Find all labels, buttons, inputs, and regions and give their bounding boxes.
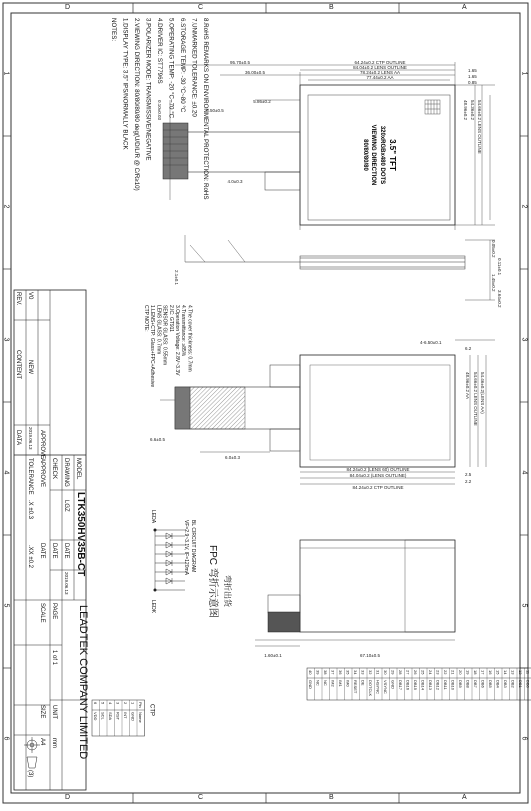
dim-bot-a: 84.24±0.2 (LENS 60) OUTLINE xyxy=(346,467,410,472)
lens-outline xyxy=(300,85,455,225)
tb-page-label: PAGE xyxy=(51,603,57,620)
dim-overall: 95.70±0.5 xyxy=(230,60,250,65)
tft-table-pin: 19 xyxy=(465,670,471,675)
ctp-table-header-pin: Pin xyxy=(137,702,143,708)
svg-text:6.6±0.5: 6.6±0.5 xyxy=(150,437,165,442)
bl-header: BL CIRCUIT DIAGRAM xyxy=(190,520,196,573)
zone-row-label: 3 xyxy=(520,337,528,342)
note-line: 6.STORAGE TEMP: -30 °C~80 °C xyxy=(179,18,186,113)
svg-text:48.96±0.2 AA: 48.96±0.2 AA xyxy=(465,372,470,399)
ctp-table-pin: 2 xyxy=(122,702,128,705)
dim-lw-a: 1.60±0.1 xyxy=(264,653,282,658)
ctp-table-symbol: SCL xyxy=(100,712,106,720)
tb-content: NEW xyxy=(27,360,33,374)
zone-row-label: 6 xyxy=(2,736,10,741)
panel-angles: 80/80/80/80 xyxy=(362,139,368,171)
title-block xyxy=(14,290,89,790)
dim-top-d: 77.44±0.2 AA xyxy=(366,75,394,80)
tb-company: LEADTEK COMPANY LIMITED xyxy=(77,605,89,760)
tft-table-symbol: DE xyxy=(360,680,366,686)
zone-col-label: B xyxy=(329,4,334,11)
projection-symbol xyxy=(24,737,40,768)
zone-row-label: 4 xyxy=(2,470,10,475)
tb-size: A4 xyxy=(39,738,45,746)
dim-rt-b: 1.65 xyxy=(468,74,477,79)
ctp-table-symbol: SDA xyxy=(107,712,113,721)
tft-table-pin: 26 xyxy=(412,670,418,675)
zone-row-label: 5 xyxy=(520,603,528,608)
tb-page: 1 of 1 xyxy=(51,650,57,666)
tft-table-symbol: DB5 xyxy=(487,680,493,688)
note-line: 1.DISPLAY TYPE: 3.5" IPS/NORMALLY BLACK xyxy=(121,18,129,150)
ctp-note-line: 1.LENS+CTP: Glass+FPC+Adhesive xyxy=(149,305,156,388)
bl-spec: VF=2.9~3.1V, IF=120mA xyxy=(183,520,189,575)
tb-scale-label: SCALE xyxy=(39,603,45,623)
ctp-table-pin: 4 xyxy=(107,702,113,705)
dim-side-d: 3.64±0.2 xyxy=(497,290,502,308)
tft-table-pin: 35 xyxy=(345,670,351,675)
tb-date-label-3: DATE xyxy=(39,543,45,559)
back-stiffener-hatch xyxy=(190,387,245,429)
dim-right-c: 48.96±0.2 xyxy=(463,100,468,120)
zone-col-label: D xyxy=(65,794,71,801)
ctp-note-line: 4.The cover thickness: 0.7mm xyxy=(186,305,193,372)
zone-col-label: B xyxy=(329,794,334,801)
note-line: 5.OPERATING TEMP: -20 °C~70 °C xyxy=(167,18,175,119)
tft-table-pin: 24 xyxy=(427,670,433,675)
notes-header: NOTES: xyxy=(110,18,117,42)
fpc-bend-stiffener xyxy=(268,612,300,632)
dim-bot-e: 2.2 xyxy=(465,479,472,484)
dim-fpc-b: 5.86±0.2 xyxy=(253,99,271,104)
tft-table-pin: 27 xyxy=(405,670,411,675)
tft-table-symbol: IM0 xyxy=(345,680,351,687)
ctp-note-line: LENS GLASS: 0.7mm xyxy=(155,305,162,355)
tb-tol-x: .X ±0.3 xyxy=(27,500,33,519)
ctp-table-symbol: VDD xyxy=(92,712,98,721)
tft-table-pin: 21 xyxy=(450,670,456,675)
zone-row-label: 5 xyxy=(2,603,10,608)
tft-table-symbol: DB13 xyxy=(427,680,433,691)
dim-t-a: 4.0±0.3 xyxy=(227,179,243,184)
tft-table-symbol: DB15 xyxy=(412,680,418,691)
dim-fpc-a: 36.00±0.5 xyxy=(245,70,265,75)
tb-model-label: MODEL xyxy=(75,458,81,480)
dim-top-b: 84.04±0.2 LENS OUTLINE xyxy=(353,65,407,70)
dim-side-e: 2.1±0.1 xyxy=(174,270,179,285)
tft-table-pin: 11 xyxy=(525,670,531,675)
ctp-table-symbol: RST xyxy=(115,712,121,720)
tft-table-pin: 36 xyxy=(337,670,343,675)
tb-unit-label: UNIT xyxy=(51,705,57,719)
zone-col-label: C xyxy=(198,794,204,801)
tft-table-pin: 28 xyxy=(397,670,403,675)
side-view xyxy=(174,235,502,308)
dim-mid-b: 6.2 xyxy=(465,346,472,351)
tft-table-pin: 14 xyxy=(502,670,508,675)
dim-side-a: 0.05±0.2 xyxy=(491,240,496,258)
tft-table-symbol: VSYNC xyxy=(382,680,388,694)
ctp-table-symbol: GND xyxy=(130,712,136,721)
dim-right-a: 54.66±0.2 LENS OUTLINE xyxy=(477,100,482,154)
ctp-table-pin: 6 xyxy=(92,702,98,705)
tft-table-symbol: HSYNC xyxy=(375,680,381,695)
fpc-label2: 弯折出货 xyxy=(223,575,232,607)
tft-table-pin: 33 xyxy=(360,670,366,675)
tft-table-symbol: NC xyxy=(315,680,321,686)
ctp-table-pin: 3 xyxy=(115,702,121,705)
tb-drawing-label: DRAWING xyxy=(63,458,69,487)
panel-dots: 320xRGBx480 DOTS xyxy=(379,125,385,185)
tft-table-symbol: GND xyxy=(307,680,313,689)
tb-date-label-2: DATE xyxy=(51,543,57,559)
tft-table-pin: 30 xyxy=(382,670,388,675)
dim-lw-b: 67.10±0.5 xyxy=(360,653,380,658)
ctp-note-line: SENSOR GLASS: 0.55mm xyxy=(161,305,168,366)
pin1-grid xyxy=(425,100,440,114)
zone-row-label: 6 xyxy=(520,736,528,741)
zone-row-label: 1 xyxy=(520,71,528,76)
svg-text:54.66±0.2 LENS OUTLINE: 54.66±0.2 LENS OUTLINE xyxy=(473,372,478,426)
tft-table-symbol: DB6 xyxy=(480,680,486,688)
dim-top-c: 78.24±0.2 LENS AA xyxy=(360,70,400,75)
dim-right-b: 54.36±0.2 xyxy=(470,100,475,120)
bl-leda: LEDA xyxy=(150,510,156,524)
back-lens xyxy=(300,355,455,467)
dim-mid-a: 4-6.50±0.1 xyxy=(420,340,442,345)
tft-table-symbol: DB2 xyxy=(510,680,516,688)
zone-row-label: 2 xyxy=(2,204,10,209)
fpc-bend-view xyxy=(207,540,455,658)
panel-viewing: VIEWING DIRECTION xyxy=(370,124,376,186)
dim-rt-a: 1.65 xyxy=(468,68,477,73)
tft-table-pin: 25 xyxy=(420,670,426,675)
dim-side-b: 0.11±0.1 xyxy=(497,258,502,276)
dim-bot-d: 2.5 xyxy=(465,472,472,477)
tb-size-label: SIZE xyxy=(39,705,45,719)
tft-table-symbol: DB4 xyxy=(495,680,501,688)
tft-table-pin: 40 xyxy=(307,670,313,675)
tft-table-pin: 38 xyxy=(322,670,328,675)
tft-table-symbol: DB7 xyxy=(472,680,478,688)
tb-approve-header: APPROVE xyxy=(39,430,45,460)
note-line: 8.RoHS REMARKS ON ENVIRONMENTAL PROTECTION: RoHS xyxy=(202,18,209,200)
tft-table-symbol: DB8 xyxy=(465,680,471,688)
tb-rev-date: 2019.06.13 xyxy=(28,427,33,450)
tft-table-pin: 23 xyxy=(435,670,441,675)
tft-table-symbol: DB0 xyxy=(525,680,531,688)
tb-date-label: DATE xyxy=(63,543,69,559)
tft-table-symbol: GND xyxy=(390,680,396,689)
ctp-table-pin: 1 xyxy=(130,702,136,705)
tft-table-pin: 22 xyxy=(442,670,448,675)
zone-row-label: 3 xyxy=(2,337,10,342)
tft-table-pin: 20 xyxy=(457,670,463,675)
tft-pin-table xyxy=(307,668,531,700)
note-line: 3.POLARIZER MODE: TRANSMISSIVE/NEGATIVE xyxy=(144,18,152,161)
tft-table-symbol: DB3 xyxy=(502,680,508,688)
dim-top-a: 64.24±0.2 CTP OUTLINE xyxy=(354,60,406,65)
zone-row-label: 1 xyxy=(2,71,10,76)
ctp-table-symbol: INT xyxy=(122,712,128,719)
ctp-table-header-symbol: Name xyxy=(137,712,143,723)
tft-table-symbol: DB16 xyxy=(405,680,411,691)
tft-table-pin: 12 xyxy=(517,670,523,675)
note-line: 7.UNMARKED TOLERANCE: ±0.20 xyxy=(190,18,198,117)
fpc-label: FPC 弯折示意图 xyxy=(207,545,218,618)
tb-approve-label: APPROVE xyxy=(39,458,45,488)
dim-bot-c: 84.24±0.2 CTP OUTLINE xyxy=(352,485,404,490)
zone-col-label: C xyxy=(198,4,204,11)
tft-table-pin: 29 xyxy=(390,670,396,675)
zone-col-label: A xyxy=(462,794,467,801)
tft-table-symbol: DOTCLK xyxy=(367,680,373,697)
ctp-note-line: 4.Transmittance: ≥85% xyxy=(180,305,187,357)
ctp-table-title: CTP xyxy=(148,704,155,716)
ctp-note-line: 2.IC: GT911 xyxy=(167,305,174,332)
svg-text:54.46±0.2(LENS AA): 54.46±0.2(LENS AA) xyxy=(480,372,485,414)
tft-table-pin: 16 xyxy=(487,670,493,675)
ctp-note-line: 3.Operation Voltage: 2.8V~3.3V xyxy=(174,305,180,376)
tft-table-pin: 31 xyxy=(375,670,381,675)
tft-table-symbol: DB14 xyxy=(420,680,426,691)
tft-table-pin: 32 xyxy=(367,670,373,675)
dim-left-a: 8.50±0.5 xyxy=(206,108,224,113)
tb-tol-xx: .XX ±0.2 xyxy=(27,545,33,568)
tft-table-pin: 34 xyxy=(352,670,358,675)
tb-rev-header: REV. xyxy=(15,292,21,306)
zone-col-label: A xyxy=(462,4,467,11)
tft-table-pin: 17 xyxy=(480,670,486,675)
dim-side-c: 1.45±0.2 xyxy=(491,274,496,292)
ctp-pin-table xyxy=(92,700,155,736)
tft-table-symbol: DB1 xyxy=(517,680,523,688)
tft-table-pin: 18 xyxy=(472,670,478,675)
tft-table-pin: 15 xyxy=(495,670,501,675)
back-view xyxy=(150,340,495,490)
tb-tolerance-label: TOLERANCE xyxy=(27,458,33,495)
zone-row-label: 4 xyxy=(520,470,528,475)
tft-table-symbol: IM2 xyxy=(330,680,336,687)
tft-table-pin: 39 xyxy=(315,670,321,675)
tft-table-pin: 13 xyxy=(510,670,516,675)
tft-table-symbol: NC xyxy=(322,680,328,686)
tft-table-pin: 37 xyxy=(330,670,336,675)
ctp-table-pin: 5 xyxy=(100,702,106,705)
tft-table-symbol: RESET xyxy=(352,680,358,694)
tb-data-header: DATA xyxy=(15,430,21,446)
note-line: 2.VIEWING DIRECTION: 80/80/80/80 deg(U/D/L/R @ C/R≥10) xyxy=(133,18,140,191)
active-area xyxy=(308,95,450,220)
bl-ledk: LEDK xyxy=(150,600,156,614)
tft-table-symbol: IM1 xyxy=(337,680,343,687)
tft-table-symbol: DB17 xyxy=(397,680,403,691)
tb-date: 2019.06.13 xyxy=(64,572,69,595)
tft-table-symbol: DB9 xyxy=(457,680,463,688)
tft-table-symbol: DB12 xyxy=(435,680,441,691)
tb-unit: mm xyxy=(51,738,57,748)
bl-circuit xyxy=(150,510,196,614)
dim-bot-b: 84.04±0.2 (LENS OUTLINE) xyxy=(349,473,407,478)
dim-rt-c: 0.85 xyxy=(468,80,477,85)
tft-table-symbol: DB10 xyxy=(450,680,456,691)
zone-col-label: D xyxy=(65,4,71,11)
tft-table-symbol: DB11 xyxy=(442,680,448,690)
tb-drawer: LGZ xyxy=(63,500,69,512)
tb-model: LTK350HV35B-CT xyxy=(75,492,86,577)
zone-row-label: 2 xyxy=(520,204,528,209)
svg-text:0.10±0.03: 0.10±0.03 xyxy=(157,100,162,120)
ctp-note-header: CTP NOTE: xyxy=(143,305,149,332)
tb-content-header: CONTENT xyxy=(15,350,21,379)
tb-check-label: CHECK xyxy=(51,458,57,480)
tb-rev: V0 xyxy=(27,292,33,300)
note-line: 4.DRIVER IC: ST7796S xyxy=(156,18,163,84)
panel-title: 3.5" TFT xyxy=(388,139,397,171)
dim-fpc-w: 6.0±0.3 xyxy=(225,455,240,460)
tb-proj-label: (3) xyxy=(27,770,33,778)
